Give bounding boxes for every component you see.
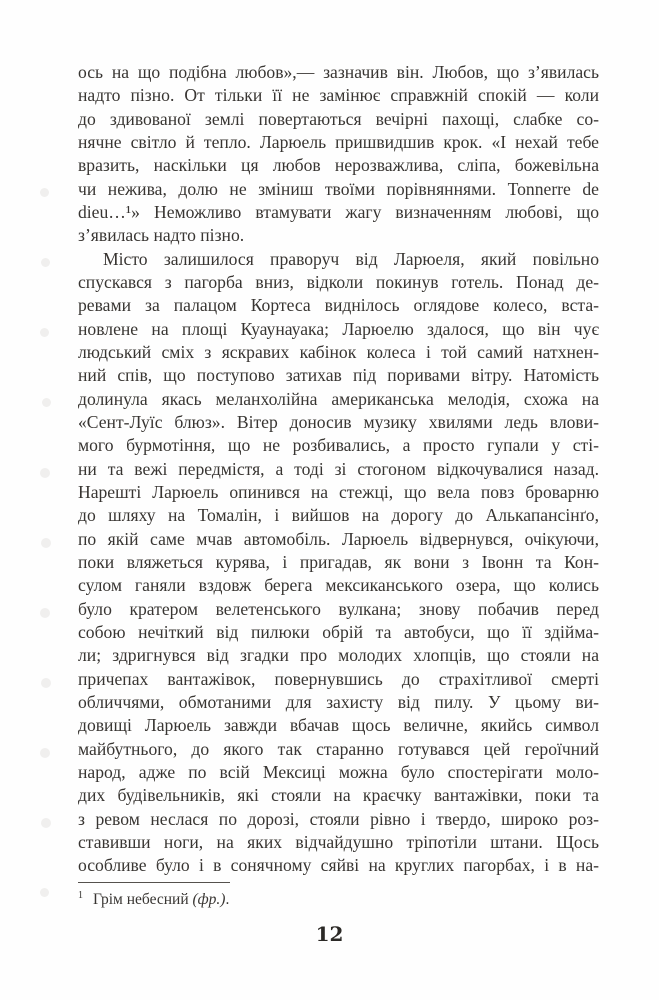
text-line: причепах вантажівок, повернувшись до страхітливої смерті [78, 668, 599, 689]
text-line: по якій саме мчав автомобіль. Ларюель відвернувся, очікуючи, [78, 528, 599, 549]
footnote-language-note: (фр.) [192, 891, 226, 908]
text-line: ставивши ноги, на яких відчайдушно тріпотіли штани. Щось [78, 831, 599, 852]
text-line: ни та вежі передмістя, а тоді зі стогоном відкочувалися назад. [78, 458, 599, 479]
text-line: спускався з пагорба вниз, відколи покинув готель. Понад де- [78, 271, 599, 292]
footnote-text [78, 890, 599, 910]
paragraph-2 [78, 248, 599, 878]
footnote-divider [78, 882, 230, 883]
text-line: людський сміх з яскравих кабінок колеса і той самий натхнен- [78, 341, 599, 362]
text-line: довищі Ларюель завжди вбачав щось величне, якийсь символ [78, 715, 599, 736]
text-line: чи нежива, долю не зміниш твоїми порівняннями. Tonnerre de [78, 178, 599, 199]
text-line: ось на що подібна любов»,— зазначив він. Любов, що з’явилась [78, 62, 599, 82]
text-line: сулом ганяли вздовж берега мексиканського озера, що колись [78, 575, 599, 596]
text-line: з’явилась надто пізно. [78, 225, 245, 246]
body-text [78, 61, 599, 877]
footnote-period: . [225, 891, 230, 908]
text-line: dieu…¹» Неможливо втамувати жагу визначенням любові, що [78, 201, 599, 222]
paragraph-1 [78, 61, 599, 248]
text-line: ний спів, що поступово затихав під поривами вітру. Натомість [78, 365, 599, 386]
text-line: обличчями, обмотаними для захисту від пилу. У цьому ви- [78, 691, 599, 712]
text-line: поки вляжеться курява, і пригадав, як вони з Івонн та Кон- [78, 551, 599, 572]
text-line: ли; здригнувся від згадки про молодих хлопців, що стояли на [78, 645, 599, 666]
text-line: мого бурмотіння, що не розбивались, а просто гупали у сті- [78, 435, 599, 456]
text-line: до здивованої землі повертаються вечірні пахощі, слабке со- [78, 108, 599, 129]
text-line: Місто залишилося праворуч від Ларюеля, який повільно [103, 248, 599, 269]
text-line: новлене на площі Куаунауака; Ларюелю здалося, що він чує [78, 318, 599, 339]
text-line: ревами за палацом Кортеса виднілось оглядове колесо, вста- [78, 295, 599, 316]
page-number: 12 [315, 922, 344, 946]
text-line: Нарешті Ларюель опинився на стежці, що вела повз броварню [78, 481, 599, 502]
text-line: до шляху на Томалін, і вийшов на дорогу до Алькапансінґо, [78, 505, 599, 526]
text-line: дих будівельників, які стояли на краєчку вантажівки, поки та [78, 785, 599, 806]
text-line: було кратером велетенського вулкана; знову побачив перед [78, 598, 599, 619]
footnote-marker: 1 [78, 889, 83, 901]
text-line: долинула якась меланхолійна американська мелодія, схожа на [78, 388, 599, 409]
text-line: вразить, наскільки ця любов нерозважлива, сліпа, божевільна [78, 155, 599, 176]
footnote [78, 882, 599, 910]
text-line: з ревом неслася по дорозі, стояли рівно і твердо, широко роз- [78, 808, 599, 829]
text-line: особливе було і в сонячному сяйві на круглих пагорбах, і в на- [78, 855, 599, 876]
text-line: надто пізно. От тільки її не замінює справжній спокій — коли [78, 85, 599, 106]
text-line: народ, адже по всій Мексиці можна було спостерігати моло- [78, 761, 599, 782]
text-line: собою нечіткий від пилюки обрій та автобуси, що її здійма- [78, 621, 599, 642]
text-line: майбутнього, до якого так старанно готувався цей героїчний [78, 738, 599, 759]
text-line: «Сент-Луїс блюз». Вітер доносив музику хвилями ледь влови- [78, 411, 599, 432]
footnote-body: Грім небесний [93, 891, 193, 908]
text-line: нячне світло й тепло. Ларюель пришвидшив крок. «І нехай тебе [78, 131, 599, 152]
